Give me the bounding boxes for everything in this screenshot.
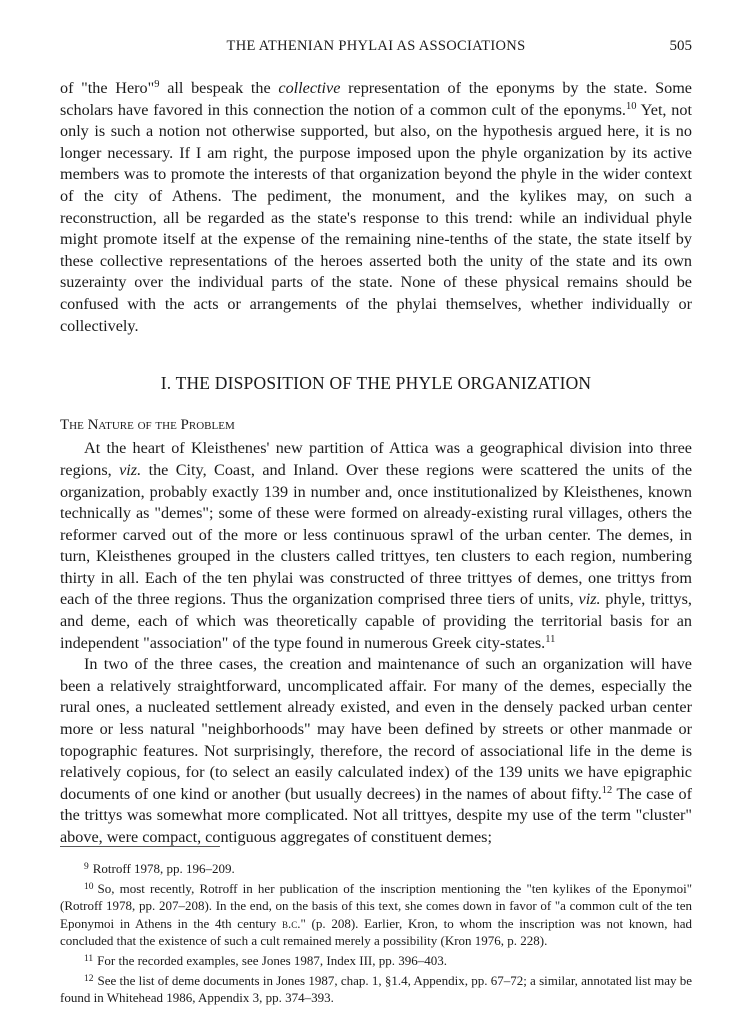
footnote-ref-11[interactable]: 11 (545, 633, 556, 645)
text-span: the City, Coast, and Inland. Over these regions were scattered the units of the organization, probably exactly 139 in number and, once institutionalized by Kleisthenes, known technically as "demes"; some of these were formed on already-existing rural villages, others the reformer carved out of the more or less continuous sprawl of the urban center. The demes, in turn, Kleisthenes grouped in the clusters called trittyes, ten clusters to each region, numbering thirty in all. Each of the ten phylai was constructed of three trittyes of demes, one trittys from each of the three regions. Thus the organization comprised three tiers of units, (60, 460, 693, 609)
footnote-number: 11 (84, 953, 94, 964)
paragraph-2 (60, 438, 692, 654)
running-head: THE ATHENIAN PHYLAI AS ASSOCIATIONS (226, 38, 526, 54)
footnote-ref-10[interactable]: 10 (625, 100, 637, 112)
section-heading: I. THE DISPOSITION OF THE PHYLE ORGANIZATION (160, 373, 592, 394)
text-span: The case of the trittys was somewhat more complicated. Not all trittyes, despite my use of the term "cluster" above, were compact, contiguous aggregates of constituent demes; (60, 784, 692, 846)
footnote-rule (60, 846, 220, 847)
body-text (60, 78, 692, 849)
text-span: In two of the three cases, the creation and maintenance of such an organization will have been a relatively straightforward, uncomplicated affair. For many of the demes, especially the rural ones, a nucleated settlement already existed, and even in the densely packed urban center more or less natural "neighborhoods" may have been defined by streets or other manmade or topographic features. Not surprisingly, therefore, the record of associational life in the deme is relatively copious, for (to select an easily calculated index) of the 139 units we have epigraphic documents of one kind or another (but usually decrees) in the names of about fifty. (60, 655, 692, 803)
footnote-text: For the recorded examples, see Jones 1987, Index III, pp. 396–403. (97, 952, 447, 968)
footnote-11 (60, 952, 692, 970)
page-number: 505 (669, 38, 692, 54)
footnote-ref-12[interactable]: 12 (601, 784, 613, 796)
footnote-text: See the list of deme documents in Jones 1987, chap. 1, §1.4, Appendix, pp. 67–72; a similar, annotated list may be found in Whitehead 1986, Appendix 3, pp. 374–393. (60, 972, 692, 1006)
footnote-12 (60, 972, 692, 1007)
footnotes (60, 860, 692, 1009)
footnote-ref-9[interactable]: 9 (154, 79, 160, 90)
text-span: phyle, trittys, and deme, each of which was theoretically capable of providing the territorial basis for an independent "association" of the type found in numerous Greek city-states. (60, 590, 692, 652)
subheading: The Nature of the Problem (60, 416, 235, 433)
page-header (60, 38, 692, 60)
text-span: representation of the eponyms by the state. Some scholars have favored in this connection the notion of a common cult of the eponyms. (60, 79, 692, 119)
text-span: Yet, not only is such a notion not otherwise supported, but also, on the hypothesis argued here, it is no longer necessary. If I am right, the purpose imposed upon the phyle organization by its active members was to promote the interests of that organization beyond the phyle in the wider context of the city of Athens. The pediment, the monument, and the kylikes may, on such a reconstruction, all be regarded as the state's response to this trend: while an individual phyle might promote itself at the expense of the remaining nine-tenths of the state, the state itself by these collective representations of the heroes asserted both the unity of the state and its own suzerainty over the individual parts of the state. None of these physical remains should be confused with the acts or arrangements of the phylai themselves, whether individually or collectively. (60, 100, 692, 335)
footnote-number: 12 (84, 973, 94, 984)
text-span: of "the Hero" (60, 79, 155, 97)
text-span: At the heart of Kleisthenes' new partition of Attica was a geographical division into three regions, (60, 439, 692, 479)
emphasis: collective (278, 79, 341, 97)
text-span: all bespeak the (159, 79, 279, 97)
emphasis: viz. (119, 460, 142, 479)
footnote-number: 9 (84, 862, 89, 872)
footnote-9 (60, 860, 692, 878)
paragraph-3 (60, 654, 692, 848)
emphasis: viz. (578, 590, 601, 609)
era-abbreviation: b.c. (282, 915, 301, 931)
footnote-number: 10 (84, 881, 94, 892)
footnote-text: " (p. 208). Earlier, Kron, to whom the inscription was not known, had concluded that the existence of such a cult remained merely a possibility (Kron 1976, p. 228). (60, 915, 692, 949)
footnote-text: Rotroff 1978, pp. 196–209. (92, 861, 235, 876)
paragraph-1 (60, 78, 692, 337)
footnote-text: So, most recently, Rotroff in her publication of the inscription mentioning the "ten kylikes of the Eponymoi" (Rotroff 1978, pp. 207–208). In the end, on the basis of this text, she comes down in favor of "a common cult of the ten Eponymoi in Athens in the 4th century (60, 880, 692, 931)
footnote-10 (60, 880, 692, 950)
